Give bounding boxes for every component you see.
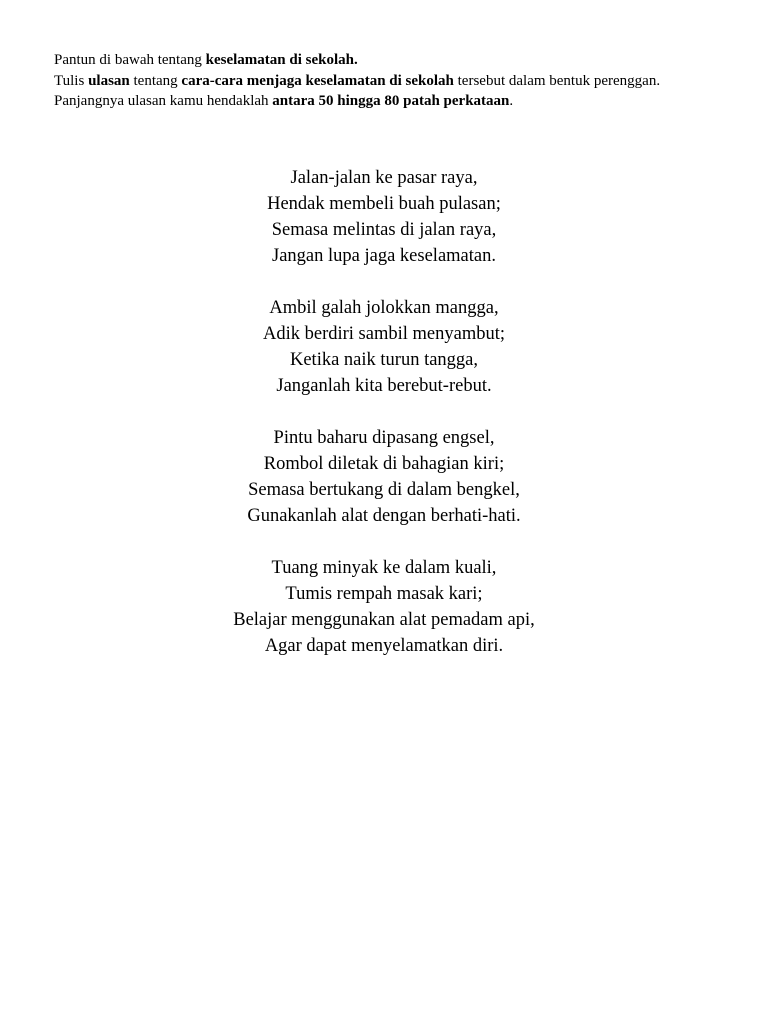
poem-line: Semasa bertukang di dalam bengkel, <box>248 480 520 500</box>
stanza-1 <box>0 165 768 269</box>
instruction-topic <box>54 50 714 71</box>
pantun-poem <box>0 165 768 685</box>
poem-line: Rombol diletak di bahagian kiri; <box>263 454 505 474</box>
poem-line: Janganlah kita berebut-rebut. <box>276 376 492 396</box>
poem-line: Belajar menggunakan alat pemadam api, <box>233 610 535 630</box>
instruction-length-text: Panjangnya ulasan kamu hendaklah <box>54 93 273 109</box>
instruction-task-bold-1: ulasan <box>88 72 130 89</box>
instruction-task-text-2: tentang <box>129 72 182 89</box>
stanza-2 <box>0 295 768 399</box>
instruction-length <box>54 91 714 112</box>
poem-line: Hendak membeli buah pulasan; <box>267 194 501 214</box>
instruction-task-text-3: tersebut dalam bentuk perenggan. <box>453 72 661 89</box>
poem-line: Pintu baharu dipasang engsel, <box>273 428 495 448</box>
poem-line: Adik berdiri sambil menyambut; <box>263 324 505 344</box>
instruction-topic-bold: keselamatan di sekolah. <box>205 52 358 68</box>
instructions-block <box>54 50 714 112</box>
poem-line: Jalan-jalan ke pasar raya, <box>290 168 478 188</box>
stanza-4 <box>0 555 768 659</box>
poem-line: Agar dapat menyelamatkan diri. <box>264 636 504 656</box>
stanza-3 <box>0 425 768 529</box>
poem-line: Tuang minyak ke dalam kuali, <box>271 558 497 578</box>
instruction-topic-text: Pantun di bawah tentang <box>54 52 206 68</box>
instruction-length-bold: antara 50 hingga 80 patah perkataan <box>272 93 510 109</box>
poem-line: Ketika naik turun tangga, <box>289 350 479 370</box>
instruction-task-bold-2: cara-cara menjaga keselamatan di sekolah <box>181 72 454 89</box>
poem-line: Ambil galah jolokkan mangga, <box>269 298 499 318</box>
poem-line: Semasa melintas di jalan raya, <box>271 220 497 240</box>
instruction-task-text-1: Tulis <box>54 72 89 89</box>
poem-line: Jangan lupa jaga keselamatan. <box>272 246 496 266</box>
instruction-length-end: . <box>509 93 514 109</box>
poem-line: Tumis rempah masak kari; <box>285 584 483 604</box>
poem-line: Gunakanlah alat dengan berhati-hati. <box>247 506 521 526</box>
instruction-task <box>54 71 714 92</box>
